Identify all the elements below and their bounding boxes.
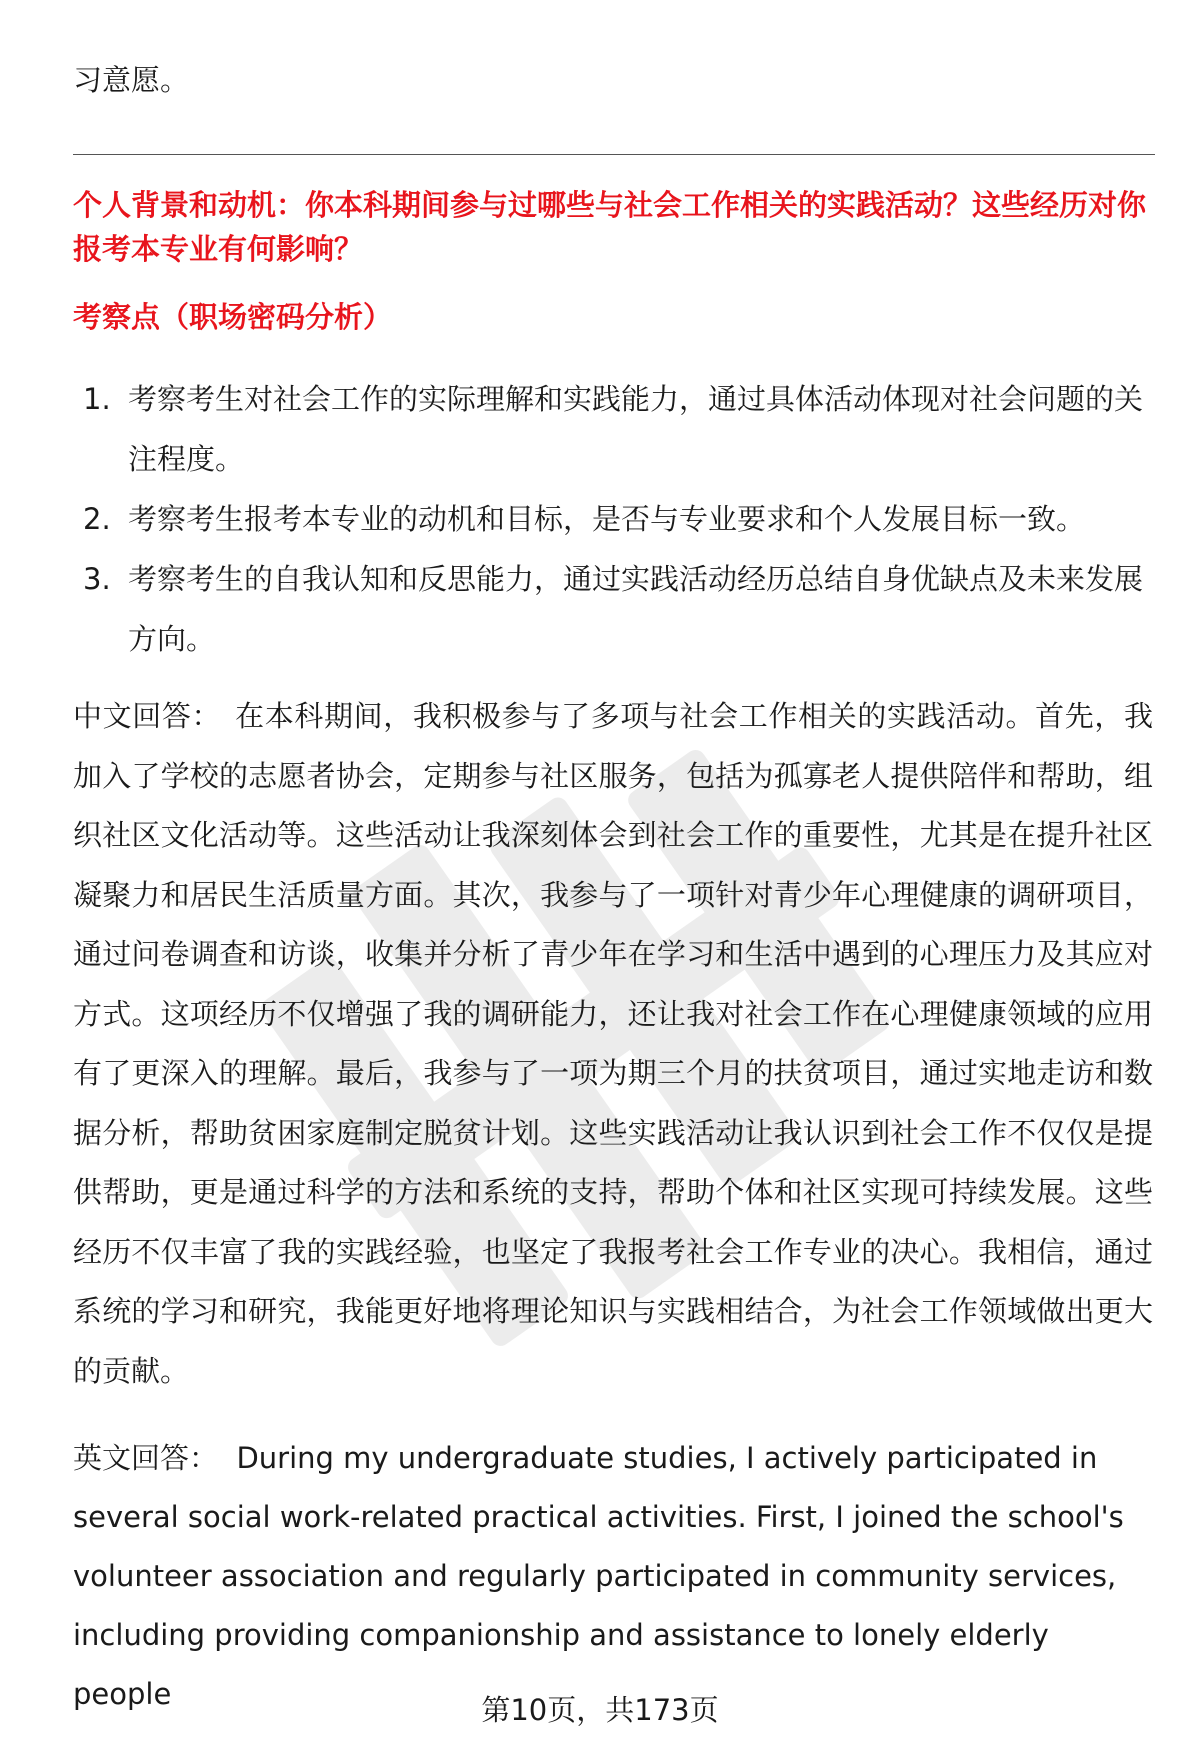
english-answer-text: During my undergraduate studies, I actively participated in several social work-related practical activities. First, I joined the school's volunteer association and regularly participated in community services, including providing companionship and assistance to lonely elderly people: [73, 1441, 1124, 1711]
chinese-answer-label: 中文回答：: [73, 699, 222, 733]
list-item-number: 1.: [83, 382, 111, 416]
list-item-number: 2.: [83, 502, 111, 536]
english-answer: [73, 1429, 1153, 1724]
list-item-number: 3.: [83, 562, 111, 596]
list-item-text: 考察考生的自我认知和反思能力，通过实践活动经历总结自身优缺点及未来发展方向。: [128, 562, 1144, 656]
analysis-list: [73, 369, 1153, 669]
list-item-text: 考察考生报考本专业的动机和目标，是否与专业要求和个人发展目标一致。: [128, 502, 1086, 536]
list-item: [73, 549, 1153, 669]
question-title: 个人背景和动机：你本科期间参与过哪些与社会工作相关的实践活动？这些经历对你报考本专业有何影响？: [73, 188, 1147, 266]
chinese-answer: [73, 687, 1153, 1401]
list-item: [73, 369, 1153, 489]
content-area: [73, 58, 1153, 1724]
list-item: [73, 489, 1153, 549]
section-divider: [73, 154, 1155, 155]
continued-paragraph: 习意愿。: [73, 63, 190, 97]
page-number-footer: 第10页，共173页: [481, 1693, 719, 1727]
list-item-text: 考察考生对社会工作的实际理解和实践能力，通过具体活动体现对社会问题的关注程度。: [128, 382, 1144, 476]
english-answer-label: 英文回答：: [73, 1441, 219, 1475]
chinese-answer-text: 在本科期间，我积极参与了多项与社会工作相关的实践活动。首先，我加入了学校的志愿者协会，定期参与社区服务，包括为孤寡老人提供陪伴和帮助，组织社区文化活动等。这些活动让我深刻体会到社会工作的重要性，尤其是在提升社区凝聚力和居民生活质量方面。其次，我参与了一项针对青少年心理健康的调研项目，通过问卷调查和访谈，收集并分析了青少年在学习和生活中遇到的心理压力及其应对方式。这项经历不仅增强了我的调研能力，还让我对社会工作在心理健康领域的应用有了更深入的理解。最后，我参与了一项为期三个月的扶贫项目，通过实地走访和数据分析，帮助贫困家庭制定脱贫计划。这些实践活动让我认识到社会工作不仅仅是提供帮助，更是通过科学的方法和系统的支持，帮助个体和社区实现可持续发展。这些经历不仅丰富了我的实践经验，也坚定了我报考社会工作专业的决心。我相信，通过系统的学习和研究，我能更好地将理论知识与实践相结合，为社会工作领域做出更大的贡献。: [73, 699, 1153, 1388]
analysis-heading: 考察点（职场密码分析）: [73, 300, 393, 334]
